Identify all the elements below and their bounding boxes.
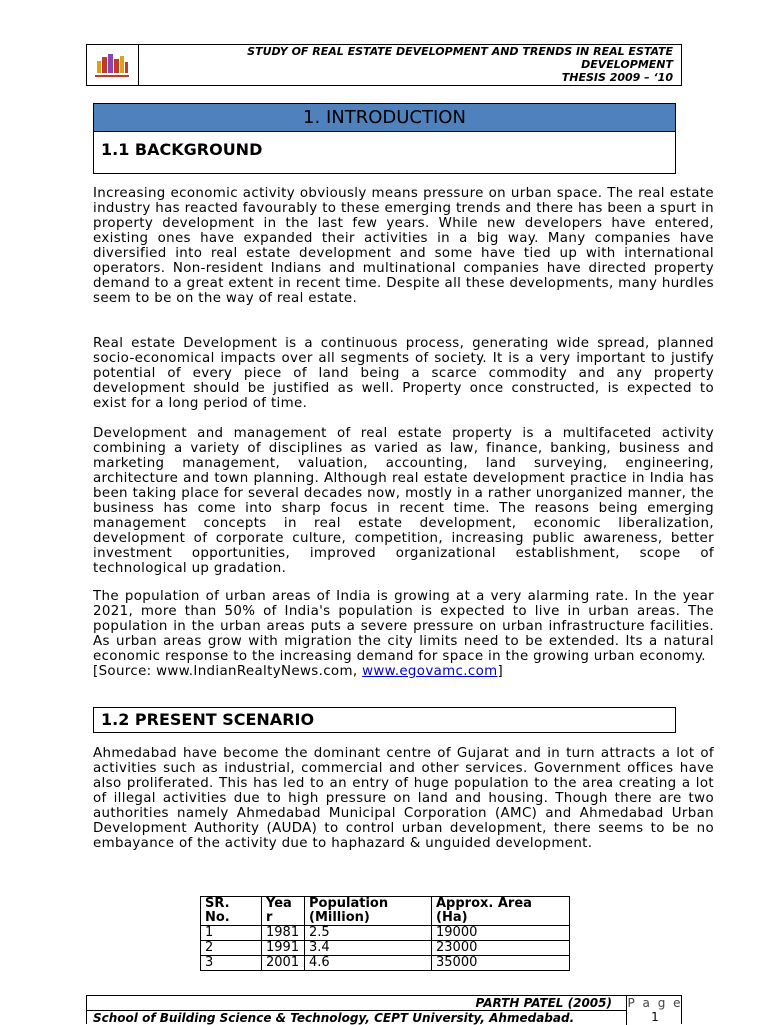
table-header-cell: SR. No. xyxy=(201,897,262,926)
subsection-background-heading: 1.1 BACKGROUND xyxy=(101,140,263,159)
paragraph-4-block xyxy=(93,589,714,679)
header-title-line1: STUDY OF REAL ESTATE DEVELOPMENT AND TRENDS IN REAL ESTATE xyxy=(247,45,673,58)
table-cell: 23000 xyxy=(432,941,570,956)
page-footer xyxy=(86,995,682,1024)
paragraph-4: The population of urban areas of India is growing at a very alarming rate. In the year 2021, more than 50% of India's population is expected to live in urban areas. The population in the urban areas puts a severe pressure on urban infrastructure facilities. As urban areas grow with migration the city limits need to be extended. Its a natural economic response to the increasing demand for space in the growing urban economy. xyxy=(93,589,714,664)
table-cell: 1 xyxy=(201,926,262,941)
source-suffix: ] xyxy=(497,664,504,679)
paragraph-3: Development and management of real estate property is a multifaceted activity combining a variety of disciplines as varied as law, finance, banking, business and marketing management, valuation, accounting, land surveying, engineering, architecture and town planning. Although real estate development practice in India has been taking place for several decades now, mostly in a rather unorganized manner, the business has come into sharp focus in recent time. The reasons being emerging management concepts in real estate development, economic liberalization, development of corporate culture, competition, increasing public awareness, better investment opportunities, improved organizational establishment, scope of technological up gradation. xyxy=(93,426,714,576)
table-header-cell: Yea r xyxy=(262,897,305,926)
table-cell: 1991 xyxy=(262,941,305,956)
building-logo-icon xyxy=(87,45,137,85)
table-cell: 3.4 xyxy=(305,941,432,956)
footer-credits xyxy=(87,996,627,1025)
table-row xyxy=(201,956,570,971)
table-header-cell: Approx. Area (Ha) xyxy=(432,897,570,926)
table-cell: 3 xyxy=(201,956,262,971)
table-cell: 1981 xyxy=(262,926,305,941)
paragraph-5: Ahmedabad have become the dominant centre of Gujarat and in turn attracts a lot of activities such as industrial, commercial and other services. Government offices have also proliferated. This has led to an entry of huge population to the area creating a lot of illegal activities due to high pressure on land and housing. Though there are two authorities namely Ahmedabad Municipal Corporation (AMC) and Ahmedabad Urban Development Authority (AUDA) to control urban development, there seems to be no embayance of the activity due to haphazard & unguided development. xyxy=(93,746,714,851)
footer-school: School of Building Science & Technology, CEPT University, Ahmedabad. xyxy=(87,1010,626,1025)
table-cell: 2001 xyxy=(262,956,305,971)
page-number-box xyxy=(627,996,683,1024)
section-title: 1. INTRODUCTION xyxy=(94,104,675,132)
source-prefix: [Source: www.IndianRealtyNews.com, xyxy=(93,664,358,679)
table-row xyxy=(201,941,570,956)
section-heading-box xyxy=(93,103,676,174)
table-cell: 2.5 xyxy=(305,926,432,941)
table-header-row xyxy=(201,897,570,926)
page-header xyxy=(86,44,682,86)
subsection-present-scenario-heading: 1.2 PRESENT SCENARIO xyxy=(93,707,676,733)
table-cell: 2 xyxy=(201,941,262,956)
table-header-cell: Population (Million) xyxy=(305,897,432,926)
table-cell: 19000 xyxy=(432,926,570,941)
footer-author: PARTH PATEL (2005) xyxy=(475,996,612,1010)
paragraph-2: Real estate Development is a continuous process, generating wide spread, planned socio-economical impacts over all segments of society. It is a very important to justify potential of every piece of land being a scarce commodity and any property development should be justified as well. Property once constructed, is expected to exist for a long period of time. xyxy=(93,336,714,411)
header-title-line2: DEVELOPMENT xyxy=(581,58,673,71)
page-number: 1 xyxy=(651,1010,659,1024)
page-label: P a g e xyxy=(627,996,683,1010)
paragraph-1: Increasing economic activity obviously means pressure on urban space. The real estate industry has reacted favourably to these emerging trends and there has been a spurt in property development in the last few years. While new developers have entered, existing ones have expanded their activities in a big way. Many companies have diversified into real estate development and some have tied up with international operators. Non-resident Indians and multinational companies have directed property demand to a great extent in recent time. Despite all these developments, many hurdles seem to be on the way of real estate. xyxy=(93,186,714,306)
header-title xyxy=(153,45,673,84)
population-table xyxy=(200,896,570,971)
source-link[interactable]: www.egovamc.com xyxy=(362,664,498,679)
source-citation xyxy=(93,664,503,679)
table-row xyxy=(201,926,570,941)
table-cell: 35000 xyxy=(432,956,570,971)
table-cell: 4.6 xyxy=(305,956,432,971)
header-thesis: THESIS 2009 – ‘10 xyxy=(561,71,673,84)
institution-logo xyxy=(87,45,139,85)
